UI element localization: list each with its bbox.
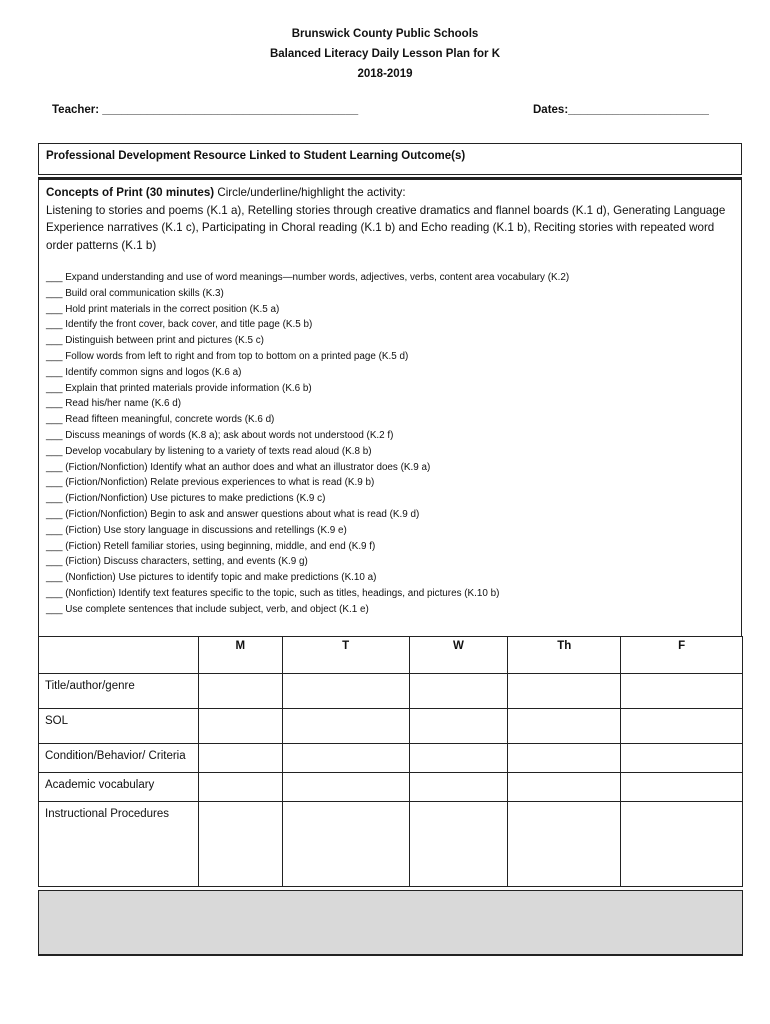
checklist-item[interactable]: ___ Hold print materials in the correct position (K.5 a) [46,303,280,315]
table-row [39,773,743,802]
checklist-item[interactable]: ___ Distinguish between print and pictures (K.5 c) [46,335,264,347]
table-cell[interactable] [282,802,409,887]
checklist-item[interactable]: ___ Identify common signs and logos (K.6 a) [46,366,242,378]
table-cell[interactable] [198,709,282,744]
table-cell[interactable] [282,773,409,802]
day-header-thursday: Th [508,637,621,674]
table-cell[interactable] [409,709,508,744]
checklist-item[interactable]: ___ Build oral communication skills (K.3) [46,287,224,299]
table-cell[interactable] [409,802,508,887]
checklist-item[interactable]: ___ Expand understanding and use of word meanings—number words, adjectives, verbs, content area vocabulary (K.2) [46,272,570,283]
teacher-field[interactable]: Teacher: ________________________________________ [52,104,359,116]
checklist-item[interactable]: ___ Read his/her name (K.6 d) [46,398,182,410]
table-cell[interactable] [508,744,621,773]
table-cell[interactable] [282,744,409,773]
day-header-tuesday: T [282,637,409,674]
day-header-monday: M [198,637,282,674]
table-cell[interactable] [508,674,621,709]
pd-resource-box [38,143,742,175]
skills-checklist [46,270,736,618]
weekly-plan-table [38,636,743,887]
checklist-item[interactable]: ___ (Nonfiction) Identify text features specific to the topic, such as titles, headings, and pictures (K.10 b) [46,587,500,599]
table-cell[interactable] [508,773,621,802]
checklist-item[interactable]: ___ Read fifteen meaningful, concrete words (K.6 d) [46,414,275,426]
table-cell[interactable] [621,744,743,773]
row-label-header [39,637,199,674]
concepts-of-print-section [38,177,742,637]
table-cell[interactable] [282,709,409,744]
table-cell[interactable] [621,773,743,802]
checklist-item[interactable]: ___ (Fiction/Nonfiction) Begin to ask and answer questions about what is read (K.9 d) [46,508,420,520]
table-cell[interactable] [621,802,743,887]
document-header [0,24,770,84]
table-cell[interactable] [198,744,282,773]
checklist-item[interactable]: ___ Identify the front cover, back cover, and title page (K.5 b) [46,319,313,331]
table-cell[interactable] [409,744,508,773]
checklist-item[interactable]: ___ (Fiction) Discuss characters, setting, and events (K.9 g) [46,556,308,568]
table-cell[interactable] [508,802,621,887]
table-cell[interactable] [621,709,743,744]
checklist-item[interactable]: ___ Use complete sentences that include subject, verb, and object (K.1 e) [46,603,369,615]
day-header-wednesday: W [409,637,508,674]
checklist-item[interactable]: ___ (Fiction) Retell familiar stories, using beginning, middle, and end (K.9 f) [46,540,376,552]
row-label-academic-vocabulary: Academic vocabulary [39,773,199,802]
table-row [39,744,743,773]
table-row [39,674,743,709]
concepts-intro [46,184,736,254]
table-row [39,709,743,744]
dates-field[interactable]: Dates:______________________ [533,104,709,116]
table-cell[interactable] [409,674,508,709]
pd-resource-label: Professional Development Resource Linked to Student Learning Outcome(s) [46,150,466,162]
checklist-item[interactable]: ___ (Fiction/Nonfiction) Identify what an author does and what an illustrator does (K.9 a) [46,461,431,473]
day-header-friday: F [621,637,743,674]
table-cell[interactable] [198,674,282,709]
concepts-activities[interactable]: Listening to stories and poems (K.1 a), Retelling stories through creative dramatics and flannel boards (K.1 d), Generating Language Experience narratives (K.1 c), Participating in Choral reading (K.1 b) and Echo reading (K.1 b), Reciting stories with repeated word order patterns (K.1 b) [46,203,726,252]
row-label-title-author-genre: Title/author/genre [39,674,199,709]
table-cell[interactable] [409,773,508,802]
checklist-item[interactable]: ___ Develop vocabulary by listening to a variety of texts read aloud (K.8 b) [46,445,372,457]
table-cell[interactable] [508,709,621,744]
row-label-sol: SOL [39,709,199,744]
table-cell[interactable] [198,773,282,802]
shaded-notes-box [38,890,743,956]
checklist-item[interactable]: ___ (Fiction) Use story language in discussions and retellings (K.9 e) [46,524,347,536]
school-year: 2018-2019 [357,68,413,80]
table-cell[interactable] [621,674,743,709]
table-cell[interactable] [282,674,409,709]
checklist-item[interactable]: ___ Explain that printed materials provide information (K.6 b) [46,382,312,394]
table-row [39,802,743,887]
checklist-item[interactable]: ___ Follow words from left to right and from top to bottom on a printed page (K.5 d) [46,350,409,362]
district-name: Brunswick County Public Schools [291,28,479,40]
table-header-row [39,637,743,674]
checklist-item[interactable]: ___ Discuss meanings of words (K.8 a); ask about words not understood (K.2 f) [46,429,394,441]
row-label-condition: Condition/Behavior/ Criteria [39,744,199,773]
checklist-item[interactable]: ___ (Fiction/Nonfiction) Use pictures to make predictions (K.9 c) [46,493,326,505]
checklist-item[interactable]: ___ (Nonfiction) Use pictures to identify topic and make predictions (K.10 a) [46,572,377,584]
concepts-heading: Concepts of Print (30 minutes) [46,186,215,199]
row-label-instructional-procedures: Instructional Procedures [39,802,199,887]
checklist-item[interactable]: ___ (Fiction/Nonfiction) Relate previous experiences to what is read (K.9 b) [46,477,375,489]
table-cell[interactable] [198,802,282,887]
concepts-instruction: Circle/underline/highlight the activity: [214,186,406,199]
plan-title: Balanced Literacy Daily Lesson Plan for K [269,48,501,60]
